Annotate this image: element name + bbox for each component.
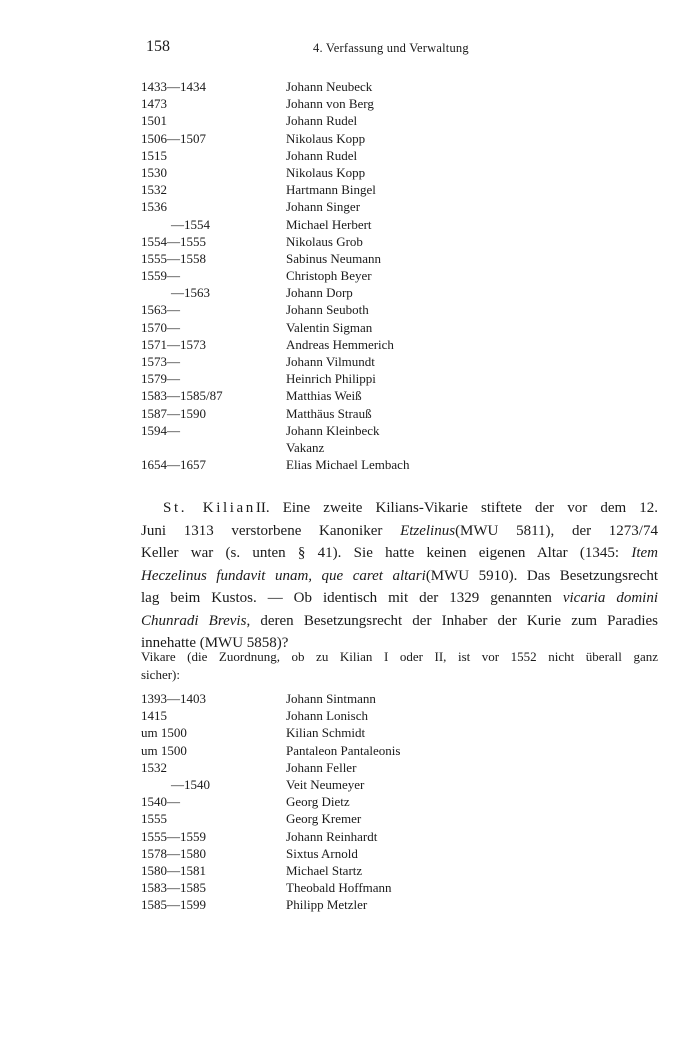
list-item	[141, 370, 661, 387]
vicar-note	[141, 648, 658, 683]
paragraph-text: lag beim Kustos. — Ob identisch mit der 1329 genannten	[141, 590, 563, 606]
list-item	[141, 845, 661, 862]
list-item	[141, 690, 661, 707]
vicar-name: Heinrich Philippi	[286, 371, 376, 387]
list-item	[141, 724, 661, 741]
section-lead: St. Kilian	[163, 500, 256, 516]
vicar-years: 1578—1580	[141, 845, 206, 861]
vicar-years: —1563	[171, 285, 210, 301]
paragraph-line	[141, 565, 658, 588]
list-item	[141, 707, 661, 724]
vicar-years: 1580—1581	[141, 862, 206, 878]
vicar-name: Johann Singer	[286, 199, 361, 215]
list-item	[141, 267, 661, 284]
vicar-years: 1594—	[141, 422, 180, 438]
vicar-name: Kilian Schmidt	[286, 725, 366, 741]
vicar-name: Sabinus Neumann	[286, 250, 381, 266]
vicar-name: Johann Neubeck	[286, 79, 373, 94]
vicar-name: Philipp Metzler	[286, 897, 368, 913]
vicar-years: 1571—1573	[141, 336, 206, 352]
vicar-name: Johann Sintmann	[286, 691, 376, 706]
list-item	[141, 233, 661, 250]
vicar-name: Johann Dorp	[286, 285, 353, 301]
vicar-years: 1654—1657	[141, 457, 206, 473]
list-item	[141, 405, 661, 422]
vicar-name: Matthäus Strauß	[286, 405, 372, 421]
vicar-years: —1540	[171, 776, 210, 792]
latin-quote: vicaria domini	[562, 590, 658, 606]
latin-quote: Chunradi Brevis	[141, 612, 247, 629]
vicar-name: Veit Neumeyer	[286, 776, 365, 792]
list-item	[141, 456, 661, 473]
vicar-name: Johann Vilmundt	[286, 354, 375, 369]
note-line: sicher):	[141, 666, 180, 682]
paragraph-text: Keller war (s. unten § 41). Sie hatte keinen eigenen Altar (1345:	[141, 545, 632, 561]
vicar-years: 1473	[141, 96, 167, 112]
list-item	[141, 336, 661, 353]
list-item	[141, 164, 661, 181]
vicar-name: Nikolaus Kopp	[286, 164, 366, 180]
list-item	[141, 147, 661, 164]
vicar-years: 1555	[141, 811, 167, 827]
list-item	[141, 422, 661, 439]
paragraph-text: innehatte (MWU 5858)?	[141, 635, 289, 651]
vicar-years: —1554	[171, 216, 210, 232]
vicar-name: Vakanz	[286, 439, 325, 455]
paragraph-line	[141, 520, 658, 543]
list-item	[141, 776, 661, 793]
vicar-name: Valentin Sigman	[286, 319, 373, 335]
vicar-years: 1587—1590	[141, 405, 206, 421]
vicar-name: Theobald Hoffmann	[286, 880, 392, 896]
vicar-name: Johann Rudel	[286, 147, 358, 163]
vicar-years: 1515	[141, 147, 167, 163]
vicar-name: Johann Kleinbeck	[286, 422, 380, 438]
vicar-years: 1433—1434	[141, 79, 206, 94]
vicar-years: 1536	[141, 199, 167, 215]
latin-quote: Item	[631, 545, 658, 561]
list-item	[141, 828, 661, 845]
vicar-name: Georg Dietz	[286, 794, 350, 810]
vicar-years: 1501	[141, 113, 167, 129]
list-item	[141, 896, 661, 913]
vicar-years: 1559—	[141, 268, 180, 284]
vicar-name: Johann Seuboth	[286, 302, 369, 318]
list-item	[141, 439, 661, 456]
vicar-years: um 1500	[141, 725, 187, 741]
vicar-name: Michael Startz	[286, 862, 363, 878]
paragraph-text: (MWU 5910). Das Besetzungsrecht	[425, 567, 658, 584]
vicar-years: 1570—	[141, 319, 180, 335]
list-item	[141, 284, 661, 301]
list-item	[141, 130, 661, 147]
vicar-name: Elias Michael Lembach	[286, 457, 410, 473]
vicar-name: Matthias Weiß	[286, 388, 362, 404]
list-item	[141, 112, 661, 129]
page-number: 158	[146, 38, 170, 55]
list-item	[141, 319, 661, 336]
vicar-years: 1506—1507	[141, 130, 206, 146]
vicar-years: um 1500	[141, 742, 187, 758]
list-item	[141, 198, 661, 215]
vicar-years: 1554—1555	[141, 233, 206, 249]
list-item	[141, 742, 661, 759]
vicar-years: 1532	[141, 759, 167, 775]
vicar-name: Nikolaus Grob	[286, 233, 363, 249]
vicar-name: Sixtus Arnold	[286, 845, 358, 861]
vicar-list-kilian-2	[141, 690, 661, 913]
vicar-years: 1415	[141, 708, 167, 724]
vicar-name: Andreas Hemmerich	[286, 336, 394, 352]
vicar-years: 1563—	[141, 302, 180, 318]
vicar-name: Johann Lonisch	[286, 708, 368, 724]
vicar-name: Christoph Beyer	[286, 268, 372, 284]
vicar-name: Michael Herbert	[286, 216, 372, 232]
list-item	[141, 353, 661, 370]
paragraph-text: II. Eine zweite Kilians-Vikarie stiftete der vor dem 12.	[255, 500, 658, 516]
vicar-years: 1573—	[141, 354, 180, 369]
vicar-name: Johann Feller	[286, 759, 357, 775]
vicar-name: Georg Kremer	[286, 811, 362, 827]
vicar-years: 1583—1585/87	[141, 388, 223, 404]
running-head: 4. Verfassung und Verwaltung	[313, 41, 469, 55]
vicar-years: 1555—1558	[141, 250, 206, 266]
paragraph-text: , deren Besetzungsrecht der Inhaber der Kurie zum Paradies	[246, 612, 658, 629]
vicar-name: Johann von Berg	[286, 96, 374, 112]
list-item	[141, 879, 661, 896]
list-item	[141, 793, 661, 810]
vicar-name: Johann Rudel	[286, 113, 358, 129]
vicar-years: 1585—1599	[141, 897, 206, 913]
vicar-list-kilian-1	[141, 78, 661, 473]
vicar-name: Hartmann Bingel	[286, 182, 376, 198]
paragraph-line	[141, 497, 658, 520]
list-item	[141, 216, 661, 233]
list-item	[141, 301, 661, 318]
vicar-years: 1393—1403	[141, 691, 206, 706]
vicar-years: 1583—1585	[141, 880, 206, 896]
paragraph-text: (MWU 5811), der 1273/74	[455, 522, 658, 539]
latin-name: Etzelinus	[400, 522, 456, 539]
vicar-years: 1579—	[141, 371, 180, 387]
vicar-years: 1540—	[141, 794, 180, 810]
list-item	[141, 810, 661, 827]
vicar-years: 1532	[141, 182, 167, 198]
list-item	[141, 387, 661, 404]
list-item	[141, 181, 661, 198]
vicar-years: 1555—1559	[141, 828, 206, 844]
paragraph-text: Juni 1313 verstorbene Kanoniker	[141, 522, 401, 539]
vicar-name: Pantaleon Pantaleonis	[286, 742, 401, 758]
list-item	[141, 78, 661, 95]
list-item	[141, 759, 661, 776]
list-item	[141, 95, 661, 112]
latin-quote: Heczelinus fundavit unam, que caret altari	[141, 567, 426, 584]
list-item	[141, 250, 661, 267]
paragraph-kilian-2	[141, 497, 658, 655]
paragraph-line	[141, 587, 658, 610]
vicar-name: Johann Reinhardt	[286, 828, 378, 844]
paragraph-line	[141, 610, 658, 633]
vicar-name: Nikolaus Kopp	[286, 130, 366, 146]
paragraph-line	[141, 542, 658, 565]
vicar-years: 1530	[141, 164, 167, 180]
list-item	[141, 862, 661, 879]
note-line: Vikare (die Zuordnung, ob zu Kilian I oder II, ist vor 1552 nicht überall ganz	[141, 649, 658, 664]
